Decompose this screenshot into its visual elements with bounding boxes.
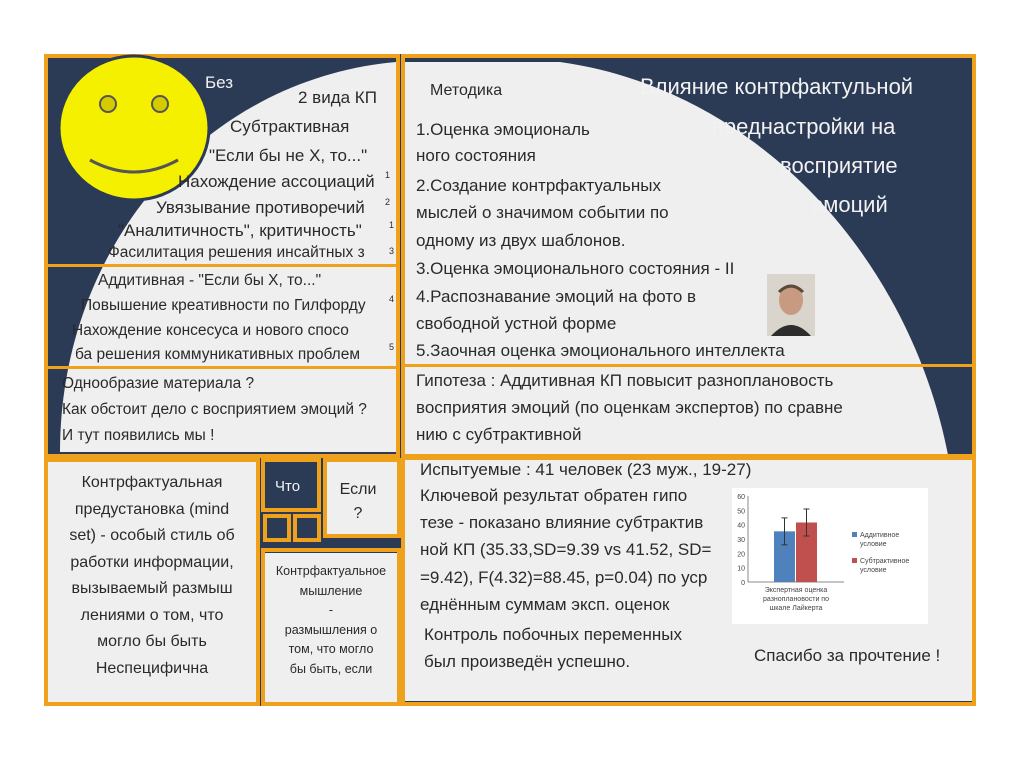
y-tick-label: 30 bbox=[737, 537, 745, 544]
mindset-line-7: могло бы быть bbox=[97, 633, 207, 650]
mindset-definition bbox=[52, 470, 252, 682]
y-tick-label: 60 bbox=[737, 494, 745, 501]
results-line-6: еднённым суммам эксп. оценок bbox=[420, 595, 670, 614]
mindset-line-6: лениями о том, что bbox=[80, 606, 224, 624]
method-line-4: мыслей о значимом событии по bbox=[416, 203, 669, 222]
y-tick-label: 10 bbox=[737, 565, 745, 573]
question-line-2: Как обстоит дело с восприятием эмоций ? bbox=[62, 401, 367, 418]
sup-3: 1 bbox=[389, 220, 395, 230]
hypothesis-line-1: Гипотеза : Аддитивная КП повысит разноплановость bbox=[416, 371, 834, 390]
results-line-5: =9.42), F(4.32)=88.45, p=0.04) по уср bbox=[420, 568, 708, 587]
method-heading: Методика bbox=[430, 82, 503, 99]
sup-6: 5 bbox=[389, 342, 395, 352]
additive-line-3: Нахождение консесуса и нового спосо bbox=[72, 322, 349, 339]
question-line-3: И тут появились мы ! bbox=[62, 427, 215, 444]
legend-label-2: Субтрактивное bbox=[860, 558, 910, 565]
results-line-1: Испытуемые : 41 человек (23 муж., 19-27) bbox=[420, 460, 752, 479]
title-line-1: Влияние контрфактульной bbox=[640, 74, 914, 99]
x-category-label: разноплановости по bbox=[763, 596, 829, 603]
title-line-4: эмоций bbox=[812, 192, 888, 217]
legend-label-2: условие bbox=[860, 567, 887, 574]
subtractive-line-4: "Аналитичность", критичность" bbox=[118, 221, 362, 240]
mindset-line-3: set) - особый стиль об bbox=[69, 527, 235, 544]
legend-swatch-2 bbox=[852, 558, 857, 563]
additive-line-1: Аддитивная - "Если бы Х, то..." bbox=[98, 272, 322, 289]
esli-block bbox=[327, 478, 389, 526]
separator-left-1 bbox=[48, 264, 396, 267]
separator-left-2 bbox=[48, 366, 396, 369]
mindset-line-1: Контрфактуальная bbox=[81, 474, 223, 491]
hypothesis-line-2: восприятия эмоций (по оценкам экспертов) по сравне bbox=[416, 398, 843, 417]
frame-small-square-2 bbox=[293, 514, 321, 542]
method-line-5: одному из двух шаблонов. bbox=[416, 231, 626, 250]
mindset-line-8: Неспецифична bbox=[95, 659, 209, 677]
results-line-2: Ключевой результат обратен гипо bbox=[420, 486, 688, 505]
results-line-8: был произведён успешно. bbox=[424, 652, 631, 671]
subtractive-line-2: Нахождение ассоциаций bbox=[178, 172, 375, 191]
sup-5: 4 bbox=[389, 294, 395, 304]
question-line-1: Однообразие материала ? bbox=[62, 375, 255, 392]
results-chart bbox=[732, 488, 928, 624]
small-definition bbox=[265, 562, 397, 679]
y-tick-label: 40 bbox=[737, 522, 745, 530]
small-def-line-2: мышление bbox=[299, 583, 363, 598]
method-line-9: 5.Заочная оценка эмоционального интеллекта bbox=[416, 341, 785, 360]
results-line-4: ной КП (35.33,SD=9.39 vs 41.52, SD= bbox=[420, 540, 712, 559]
method-line-8: свободной устной форме bbox=[416, 314, 617, 333]
results-line-7: Контроль побочных переменных bbox=[424, 625, 682, 644]
x-category-label: Экспертная оценка bbox=[764, 587, 828, 594]
mindset-line-4: работки информации, bbox=[70, 553, 234, 571]
small-def-line-6: бы быть, если bbox=[289, 661, 373, 676]
subtractive-line-3: Увязывание противоречий bbox=[156, 198, 365, 217]
esli-question-mark: ? bbox=[353, 505, 363, 522]
method-line-2: ного состояния bbox=[416, 146, 536, 165]
method-line-3: 2.Создание контрфактуальных bbox=[416, 176, 661, 195]
face-photo bbox=[767, 274, 815, 336]
small-def-line-1: Контрфактуальное bbox=[275, 564, 387, 578]
kp-types-title: 2 вида КП bbox=[298, 88, 377, 107]
additive-line-2: Повышение креативности по Гилфорду bbox=[81, 297, 366, 314]
thanks-text: Спасибо за прочтение ! bbox=[754, 646, 941, 665]
legend-label-1: условие bbox=[860, 541, 887, 548]
esli-text: Если bbox=[339, 481, 377, 498]
subtractive-label: Субтрактивная bbox=[230, 117, 350, 136]
fragment-text: Без bbox=[205, 73, 234, 92]
title-line-2: преднастройки на bbox=[712, 114, 896, 139]
separator-right-1 bbox=[405, 364, 972, 367]
subtractive-line-1: "Если бы не Х, то..." bbox=[209, 146, 368, 165]
sup-2: 2 bbox=[385, 197, 391, 207]
frame-small-square-1 bbox=[263, 514, 291, 542]
subtractive-line-5: Фасилитация решения инсайтных з bbox=[108, 244, 365, 261]
additive-line-4: ба решения коммуникативных проблем bbox=[75, 346, 360, 363]
method-line-7: 4.Распознавание эмоций на фото в bbox=[416, 287, 697, 306]
legend-swatch-1 bbox=[852, 532, 857, 537]
small-def-line-3: - bbox=[328, 603, 334, 617]
small-def-line-5: том, что могло bbox=[288, 642, 374, 656]
x-category-label: шкале Лайкерта bbox=[769, 605, 823, 612]
results-line-3: тезе - показано влияние субтрактив bbox=[420, 513, 704, 532]
mindset-line-2: предустановка (mind bbox=[74, 500, 230, 518]
method-line-1: 1.Оценка эмоциональ bbox=[416, 120, 590, 139]
y-tick-label: 50 bbox=[737, 508, 745, 516]
y-tick-label: 20 bbox=[737, 551, 745, 559]
sup-1: 1 bbox=[385, 170, 391, 180]
mindset-line-5: вызываемый размыш bbox=[71, 580, 233, 597]
y-tick-label: 0 bbox=[741, 580, 745, 587]
method-line-6: 3.Оценка эмоционального состояния - II bbox=[416, 259, 735, 278]
small-def-line-4: размышления о bbox=[284, 622, 378, 637]
hypothesis-line-3: нию с субтрактивной bbox=[416, 425, 582, 444]
sup-4: 3 bbox=[389, 246, 395, 256]
chto-text: Что bbox=[275, 478, 301, 495]
legend-label-1: Аддитивное bbox=[860, 532, 900, 539]
title-line-3: восприятие bbox=[780, 153, 898, 178]
